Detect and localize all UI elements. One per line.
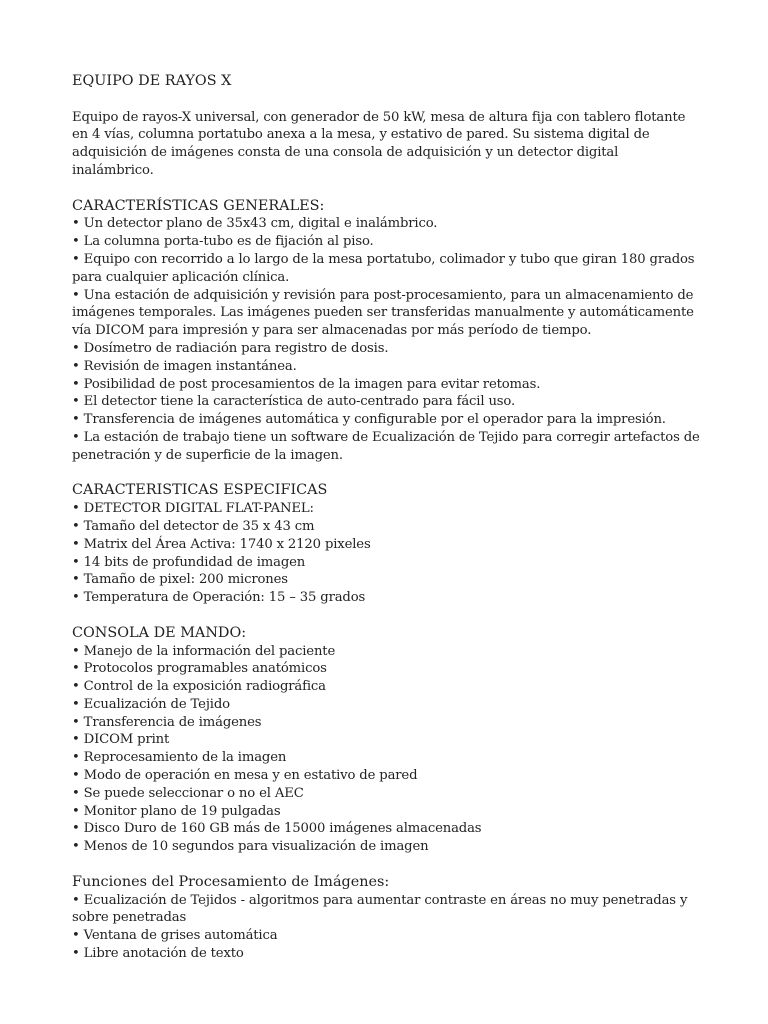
- list-item: • Monitor plano de 19 pulgadas: [72, 803, 281, 819]
- spacer: [72, 91, 700, 109]
- section-heading: CARACTERISTICAS ESPECIFICAS: [72, 482, 328, 499]
- list-item: • DICOM print: [72, 732, 170, 748]
- section-consola-de-mando: [72, 625, 700, 856]
- list-item: • Ecualización de Tejidos - algoritmos para aumentar contraste en áreas no muy penetradas y sobre penetradas: [72, 892, 692, 926]
- list-item: • Ventana de grises automática: [72, 928, 278, 944]
- section-funciones-procesamiento: [72, 874, 700, 963]
- list-item: • Libre anotación de texto: [72, 946, 244, 962]
- list-item: • Temperatura de Operación: 15 – 35 grados: [72, 590, 366, 606]
- list-item: • Modo de operación en mesa y en estativo de pared: [72, 768, 418, 784]
- list-item: • Protocolos programables anatómicos: [72, 661, 327, 677]
- list-item: • Disco Duro de 160 GB más de 15000 imágenes almacenadas: [72, 821, 482, 837]
- list-item: • El detector tiene la característica de auto-centrado para fácil uso.: [72, 394, 516, 410]
- list-item: • Ecualización de Tejido: [72, 696, 230, 712]
- list-item: • Dosímetro de radiación para registro de dosis.: [72, 340, 389, 356]
- list-item: • Posibilidad de post procesamientos de la imagen para evitar retomas.: [72, 376, 541, 392]
- spacer: [72, 856, 700, 874]
- section-caracteristicas-especificas: [72, 482, 700, 607]
- document-title: EQUIPO DE RAYOS X: [72, 73, 232, 89]
- intro-paragraph: Equipo de rayos-X universal, con generador de 50 kW, mesa de altura fija con tablero flotante en 4 vías, columna portatubo anexa a la mesa, y estativo de pared. Su sistema digital de adquisición de imágenes consta de una consola de adquisición y un detector digital inalámbrico.: [72, 109, 690, 178]
- list-item: • Transferencia de imágenes automática y configurable por el operador para la impresión.: [72, 412, 666, 428]
- list-item: • La estación de trabajo tiene un software de Ecualización de Tejido para corregir artefactos de penetración y de superficie de la imagen.: [72, 429, 704, 463]
- section-heading: CONSOLA DE MANDO:: [72, 624, 247, 641]
- list-item: • 14 bits de profundidad de imagen: [72, 554, 306, 570]
- list-item: • DETECTOR DIGITAL FLAT-PANEL:: [72, 501, 314, 517]
- section-heading: CARACTERÍSTICAS GENERALES:: [72, 197, 325, 214]
- list-item: • Control de la exposición radiográfica: [72, 679, 326, 695]
- spacer: [72, 180, 700, 198]
- document-page: [72, 73, 704, 963]
- section-heading: Funciones del Procesamiento de Imágenes:: [72, 873, 390, 890]
- list-item: • Matrix del Área Activa: 1740 x 2120 pixeles: [72, 536, 371, 552]
- list-item: • Menos de 10 segundos para visualización de imagen: [72, 839, 429, 855]
- list-item: • Manejo de la información del paciente: [72, 643, 336, 659]
- spacer: [72, 465, 700, 483]
- list-item: • Tamaño del detector de 35 x 43 cm: [72, 518, 315, 534]
- list-item: • La columna porta-tubo es de fijación al piso.: [72, 234, 374, 250]
- list-item: • Un detector plano de 35x43 cm, digital e inalámbrico.: [72, 216, 438, 232]
- list-item: • Se puede seleccionar o no el AEC: [72, 785, 304, 801]
- list-item: • Una estación de adquisición y revisión para post-procesamiento, para un almacenamiento de imágenes temporales. Las imágenes pueden ser transferidas manualmente y automáticamente vía DICOM para impresión y para ser almacenadas por más período de tiempo.: [72, 287, 698, 339]
- list-item: • Reprocesamiento de la imagen: [72, 750, 287, 766]
- section-caracteristicas-generales: [72, 197, 704, 465]
- list-item: • Equipo con recorrido a lo largo de la mesa portatubo, colimador y tubo que giran 180 grados para cualquier aplicación clínica.: [72, 251, 699, 285]
- list-item: • Revisión de imagen instantánea.: [72, 358, 297, 374]
- list-item: • Tamaño de pixel: 200 micrones: [72, 572, 288, 588]
- spacer: [72, 607, 700, 625]
- list-item: • Transferencia de imágenes: [72, 714, 262, 730]
